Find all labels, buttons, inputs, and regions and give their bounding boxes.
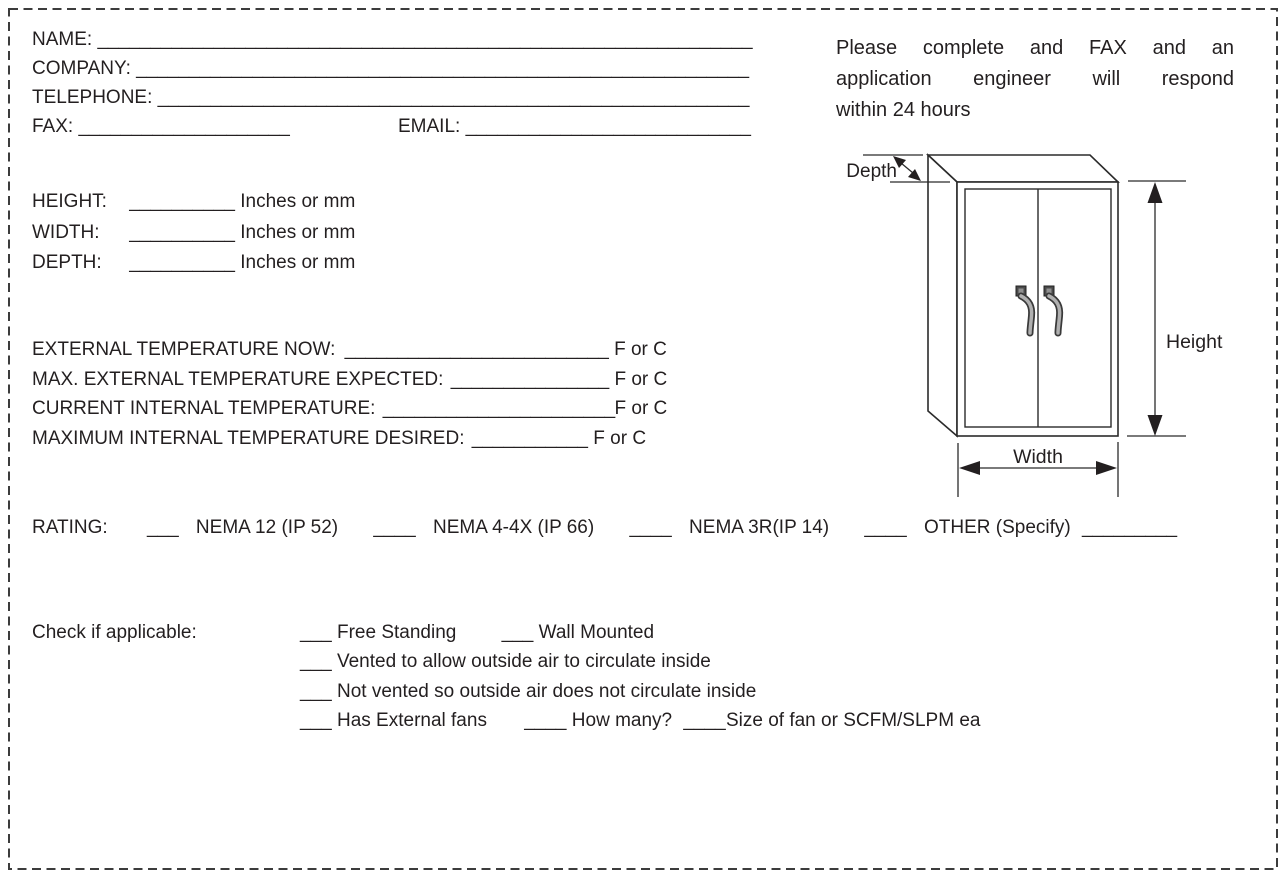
max-external-temp-label: MAX. EXTERNAL TEMPERATURE EXPECTED: (32, 368, 444, 390)
external-fans-label: Has External fans (336, 710, 487, 732)
vented-checkbox-line[interactable]: ___ (300, 651, 332, 673)
max-internal-temp-line[interactable]: ___________ (471, 427, 589, 449)
checklist-section (32, 618, 980, 736)
email-label: EMAIL: (398, 116, 461, 137)
width-unit: Inches or mm (240, 221, 356, 243)
max-external-temp-line[interactable]: _______________ (450, 368, 610, 390)
depth-row (32, 248, 355, 279)
height-unit: Inches or mm (240, 191, 356, 212)
height-row (32, 187, 355, 218)
free-standing-checkbox-line[interactable]: ___ (300, 622, 332, 643)
telephone-row (32, 83, 753, 112)
wall-mounted-checkbox-line[interactable]: ___ (501, 622, 534, 643)
rating-nema3r-blank[interactable]: ____ (629, 517, 672, 538)
instructions-line-2: application engineer will respond (836, 68, 1234, 90)
rating-nema12-blank[interactable]: ___ (146, 517, 179, 538)
max-external-temp-row (32, 365, 667, 395)
rating-nema3r-label: NEMA 3R(IP 14) (689, 517, 830, 538)
external-temp-now-unit: F or C (614, 339, 667, 360)
company-row (32, 54, 753, 83)
instructions-line-1: Please complete and FAX and an (836, 37, 1234, 59)
wall-mounted-label: Wall Mounted (538, 622, 655, 643)
external-fans-checkbox-line[interactable]: ___ (300, 710, 332, 732)
fax-label: FAX: (32, 116, 74, 137)
external-temp-now-line[interactable]: _________________________ (344, 339, 609, 360)
rating-label: RATING: (32, 517, 108, 538)
temperatures-section (32, 335, 667, 453)
name-label: NAME: (32, 29, 93, 50)
width-input-line[interactable]: __________ (129, 221, 235, 243)
checklist-rows (300, 618, 980, 736)
external-temp-now-label: EXTERNAL TEMPERATURE NOW: (32, 339, 336, 360)
current-internal-temp-row (32, 394, 667, 424)
current-internal-temp-unit: F or C (614, 398, 668, 419)
rating-nema12-label: NEMA 12 (IP 52) (195, 517, 339, 538)
telephone-input-line[interactable]: ________________________________________________________ (157, 87, 750, 108)
current-internal-temp-line[interactable]: ______________________ (382, 398, 616, 419)
rating-other-specify-line[interactable]: _________ (1082, 517, 1178, 538)
telephone-label: TELEPHONE: (32, 87, 153, 108)
depth-label: DEPTH: (32, 252, 102, 273)
max-internal-temp-row (32, 424, 667, 454)
enclosure-diagram (820, 140, 1240, 515)
vented-label: Vented to allow outside air to circulate inside (336, 651, 711, 673)
not-vented-checkbox-line[interactable]: ___ (300, 680, 332, 702)
not-vented-label: Not vented so outside air does not circulate inside (336, 680, 757, 702)
width-dimension-label: Width (1013, 446, 1063, 468)
checklist-label: Check if applicable: (32, 622, 197, 643)
width-label: WIDTH: (32, 221, 100, 243)
depth-unit: Inches or mm (240, 252, 356, 273)
max-internal-temp-label: MAXIMUM INTERNAL TEMPERATURE DESIRED: (32, 427, 465, 449)
fan-size-label: Size of fan or SCFM/SLPM ea (725, 710, 981, 732)
dimensions-section (32, 187, 355, 279)
fan-size-line[interactable]: ____ (683, 710, 726, 732)
fax-input-line[interactable]: ____________________ (78, 116, 290, 137)
free-standing-label: Free Standing (336, 622, 457, 643)
rating-row (32, 515, 1177, 541)
checklist-row-4 (300, 706, 980, 735)
how-many-label: How many? (571, 710, 673, 732)
company-label: COMPANY: (32, 58, 131, 79)
contact-section (32, 25, 753, 141)
email-part (398, 112, 751, 141)
depth-input-line[interactable]: __________ (129, 252, 235, 273)
depth-dimension-label: Depth (846, 161, 897, 182)
max-internal-temp-unit: F or C (593, 427, 647, 449)
cabinet-side-face (928, 155, 957, 436)
rating-nema4x-label: NEMA 4-4X (IP 66) (432, 517, 595, 538)
checklist-row-1 (300, 618, 980, 647)
name-input-line[interactable]: ______________________________________________________________ (97, 29, 753, 50)
how-many-line[interactable]: ____ (524, 710, 567, 732)
company-input-line[interactable]: __________________________________________________________ (136, 58, 750, 79)
email-input-line[interactable]: ___________________________ (465, 116, 751, 137)
checklist-row-2 (300, 647, 980, 676)
external-temp-now-row (32, 335, 667, 365)
rating-other-blank[interactable]: ____ (864, 517, 907, 538)
rating-other-label: OTHER (Specify) (923, 517, 1071, 538)
instructions-text (836, 33, 1234, 126)
max-external-temp-unit: F or C (614, 368, 668, 390)
fax-email-row (32, 112, 753, 141)
cabinet-top-face (928, 155, 1118, 182)
height-input-line[interactable]: __________ (129, 191, 235, 212)
rating-nema4x-blank[interactable]: ____ (373, 517, 416, 538)
instructions-line-3: within 24 hours (836, 99, 971, 121)
height-dimension-label: Height (1166, 331, 1223, 353)
current-internal-temp-label: CURRENT INTERNAL TEMPERATURE: (32, 398, 376, 419)
checklist-row-3 (300, 677, 980, 706)
name-row (32, 25, 753, 54)
height-label: HEIGHT: (32, 191, 107, 212)
width-row (32, 218, 355, 249)
height-dimension-arrow (1127, 181, 1186, 436)
